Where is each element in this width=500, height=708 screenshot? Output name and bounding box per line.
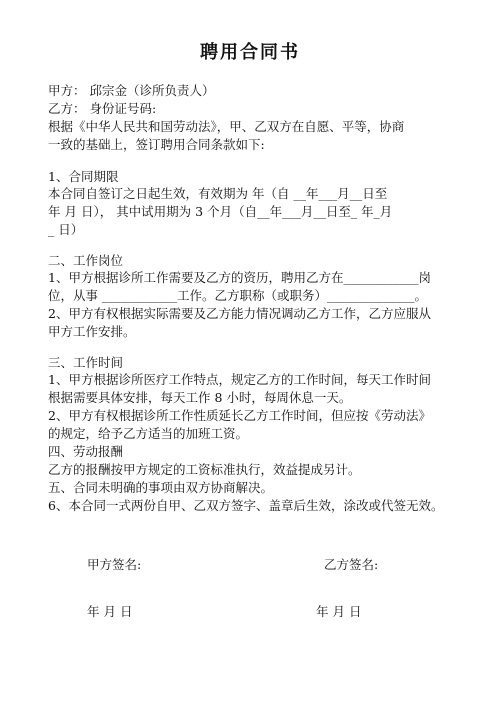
document-title: 聘用合同书 [200,42,300,63]
section-2-heading: 二、工作岗位 [48,253,124,268]
section-2-line-3: 2、甲方有权根据实际需要及乙方能力情况调动乙方工作，乙方应服从 [48,306,431,321]
section-5-line-1: 五、合同未明确的事项由双方协商解决。 [48,480,274,495]
party-b-signature-label: 乙方签名: [324,557,379,572]
section-2-line-2: 位，从事 ____________工作。乙方职称（或职务）______________。 [48,288,427,303]
section-3-line-3: 2、甲方有权根据诊所工作性质延长乙方工作时间，但应按《劳动法》 [48,408,431,423]
intro-line-1: 根据《中华人民共和国劳动法》，甲、乙双方在自愿、平等，协商 [48,119,405,134]
section-4-heading: 四、劳动报酬 [48,444,124,459]
party-a-signature-label: 甲方签名: [87,557,142,572]
section-6-line-1: 6、本合同一式两份自甲、乙双方签字、盖章后生效，涂改或代签无效。 [48,498,444,513]
party-a-date: 年 月 日 [87,604,133,619]
section-3-line-1: 1、甲方根据诊所医疗工作特点，规定乙方的工作时间，每天工作时间 [48,372,431,387]
section-3-heading: 三、工作时间 [48,355,124,370]
section-3-line-2: 根据需要具体安排，每天工作 8 小时，每周休息一天。 [48,390,352,405]
party-b-date: 年 月 日 [316,604,362,619]
intro-line-2: 一致的基础上，签订聘用合同条款如下: [48,137,265,152]
section-1-heading: 1、合同期限 [48,169,119,184]
section-4-line-1: 乙方的报酬按甲方规定的工资标准执行，效益提成另计。 [48,462,361,477]
section-1-line-3: _ 日） [48,222,84,237]
party-a-line: 甲方： 邱宗金（诊所负责人） [48,83,215,98]
section-2-line-4: 甲方工作安排。 [48,324,136,339]
section-1-line-1: 本合同自签订之日起生效，有效期为 年（自 __年___月__日至 [48,186,388,201]
section-3-line-4: 的规定，给予乙方适当的加班工资。 [48,426,249,441]
section-1-line-2: 年 月 日）， 其中试用期为 3 个月（自__年___月__日至_ 年_月 [48,204,393,219]
section-2-line-1: 1、甲方根据诊所工作需要及乙方的资历，聘用乙方在____________岗 [48,270,431,285]
party-b-line: 乙方： 身份证号码: [48,101,157,116]
